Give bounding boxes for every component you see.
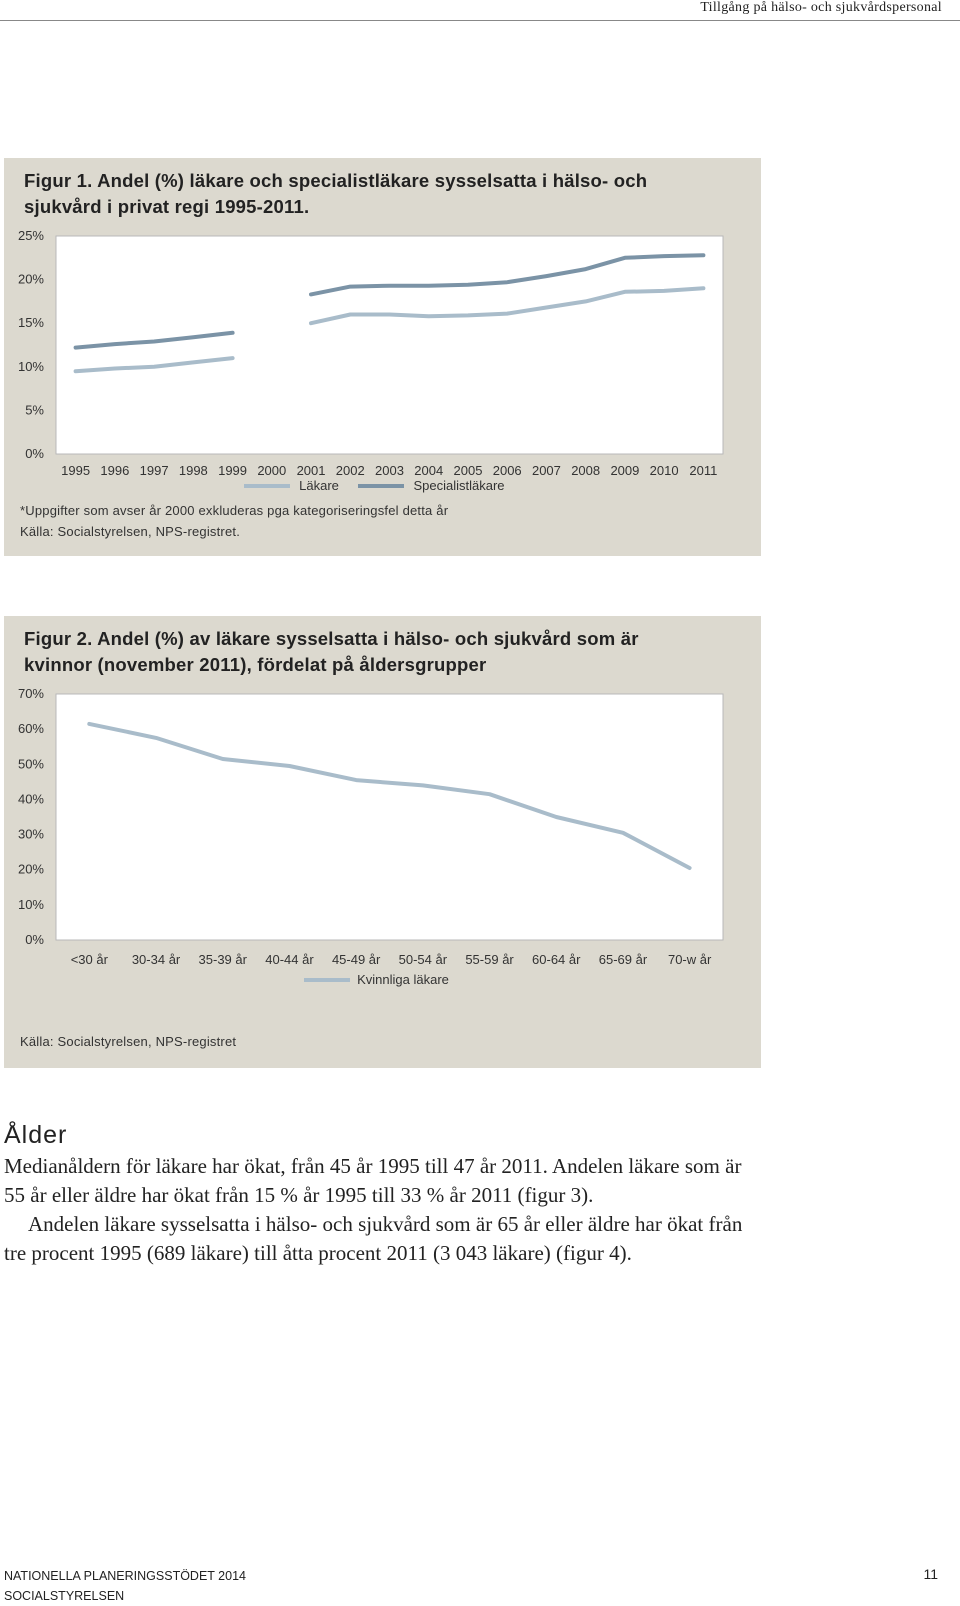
plot-area xyxy=(56,694,723,940)
y-tick-label: 50% xyxy=(17,756,44,772)
legend-label: Läkare xyxy=(299,478,339,493)
figure-2-title-line-1: Figur 2. Andel (%) av läkare sysselsatta i hälso- och sjukvård som är xyxy=(24,628,639,649)
x-tick-label: 2008 xyxy=(571,463,601,478)
figure-1-title-line-1: Figur 1. Andel (%) läkare och specialistläkare sysselsatta i hälso- och xyxy=(24,170,648,191)
y-tick-label: 20% xyxy=(17,861,44,877)
y-tick-label: 10% xyxy=(17,896,44,912)
x-tick-label: 1998 xyxy=(178,463,208,478)
figure-2-title-line-2: kvinnor (november 2011), fördelat på åldersgrupper xyxy=(24,654,487,675)
y-tick-label: 10% xyxy=(17,358,44,374)
running-header: Tillgång på hälso- och sjukvårdspersonal xyxy=(700,0,942,15)
x-tick-label: 2004 xyxy=(414,463,444,478)
figure-2-chart xyxy=(4,616,761,1068)
x-tick-label: 40-44 år xyxy=(265,952,314,967)
y-tick-label: 0% xyxy=(25,932,44,947)
x-tick-label: 2003 xyxy=(375,463,404,478)
x-tick-label: 2001 xyxy=(296,463,326,478)
x-tick-label: <30 år xyxy=(70,952,108,967)
figure-1-source: Källa: Socialstyrelsen, NPS-registret. xyxy=(20,524,241,539)
x-tick-label: 2005 xyxy=(453,463,483,478)
y-tick-label: 20% xyxy=(17,271,44,287)
x-tick-label: 1999 xyxy=(218,463,248,478)
body-section xyxy=(4,1120,744,1268)
x-tick-label: 2006 xyxy=(492,463,522,478)
x-tick-label: 55-59 år xyxy=(465,952,514,967)
figure-1-title-line-2: sjukvård i privat regi 1995-2011. xyxy=(24,196,310,217)
page-number: 11 xyxy=(923,1566,938,1582)
figure-2-panel xyxy=(4,616,761,1068)
footer-publication xyxy=(4,1566,246,1606)
y-tick-label: 15% xyxy=(17,315,44,331)
x-tick-label: 1996 xyxy=(100,463,130,478)
y-tick-label: 5% xyxy=(25,402,44,418)
figure-1-chart xyxy=(4,158,761,556)
x-tick-label: 70-w år xyxy=(667,952,712,967)
y-tick-label: 0% xyxy=(25,446,44,461)
x-tick-label: 2011 xyxy=(689,463,718,478)
x-tick-label: 1997 xyxy=(139,463,169,478)
x-tick-label: 2010 xyxy=(649,463,679,478)
x-tick-label: 45-49 år xyxy=(331,952,381,967)
footer-publication-name: NATIONELLA PLANERINGSSTÖDET 2014 xyxy=(4,1569,246,1583)
x-tick-label: 2000 xyxy=(257,463,287,478)
x-tick-label: 50-54 år xyxy=(398,952,448,967)
x-tick-label: 2002 xyxy=(335,463,365,478)
y-tick-label: 30% xyxy=(17,826,44,842)
x-tick-label: 30-34 år xyxy=(131,952,181,967)
y-tick-label: 25% xyxy=(17,228,44,243)
figure-1-note: *Uppgifter som avser år 2000 exkluderas pga kategoriseringsfel detta år xyxy=(20,503,449,518)
y-tick-label: 60% xyxy=(17,721,44,737)
paragraph-2: Andelen läkare sysselsatta i hälso- och sjukvård som är 65 år eller äldre har ökat från tre procent 1995 (689 läkare) till åtta procent 2011 (3 043 läkare) (figur 4). xyxy=(4,1212,743,1265)
plot-area xyxy=(56,236,723,454)
figure-1-panel xyxy=(4,158,761,556)
paragraph-1: Medianåldern för läkare har ökat, från 45 år 1995 till 47 år 2011. Andelen läkare som är 55 år eller äldre har ökat från 15 % år 1995 till 33 % år 2011 (figur 3). xyxy=(4,1154,742,1207)
legend-label: Kvinnliga läkare xyxy=(357,972,449,987)
x-tick-label: 2009 xyxy=(610,463,640,478)
section-heading: Ålder xyxy=(4,1121,68,1149)
x-tick-label: 2007 xyxy=(531,463,561,478)
y-tick-label: 70% xyxy=(17,686,44,701)
figure-2-source: Källa: Socialstyrelsen, NPS-registret xyxy=(20,1034,237,1049)
legend-label: Specialistläkare xyxy=(413,478,505,493)
x-tick-label: 65-69 år xyxy=(598,952,648,967)
footer-publisher: SOCIALSTYRELSEN xyxy=(4,1589,125,1603)
x-tick-label: 1995 xyxy=(61,463,91,478)
y-tick-label: 40% xyxy=(17,791,44,807)
x-tick-label: 60-64 år xyxy=(532,952,581,967)
x-tick-label: 35-39 år xyxy=(198,952,247,967)
header-rule xyxy=(0,20,960,21)
